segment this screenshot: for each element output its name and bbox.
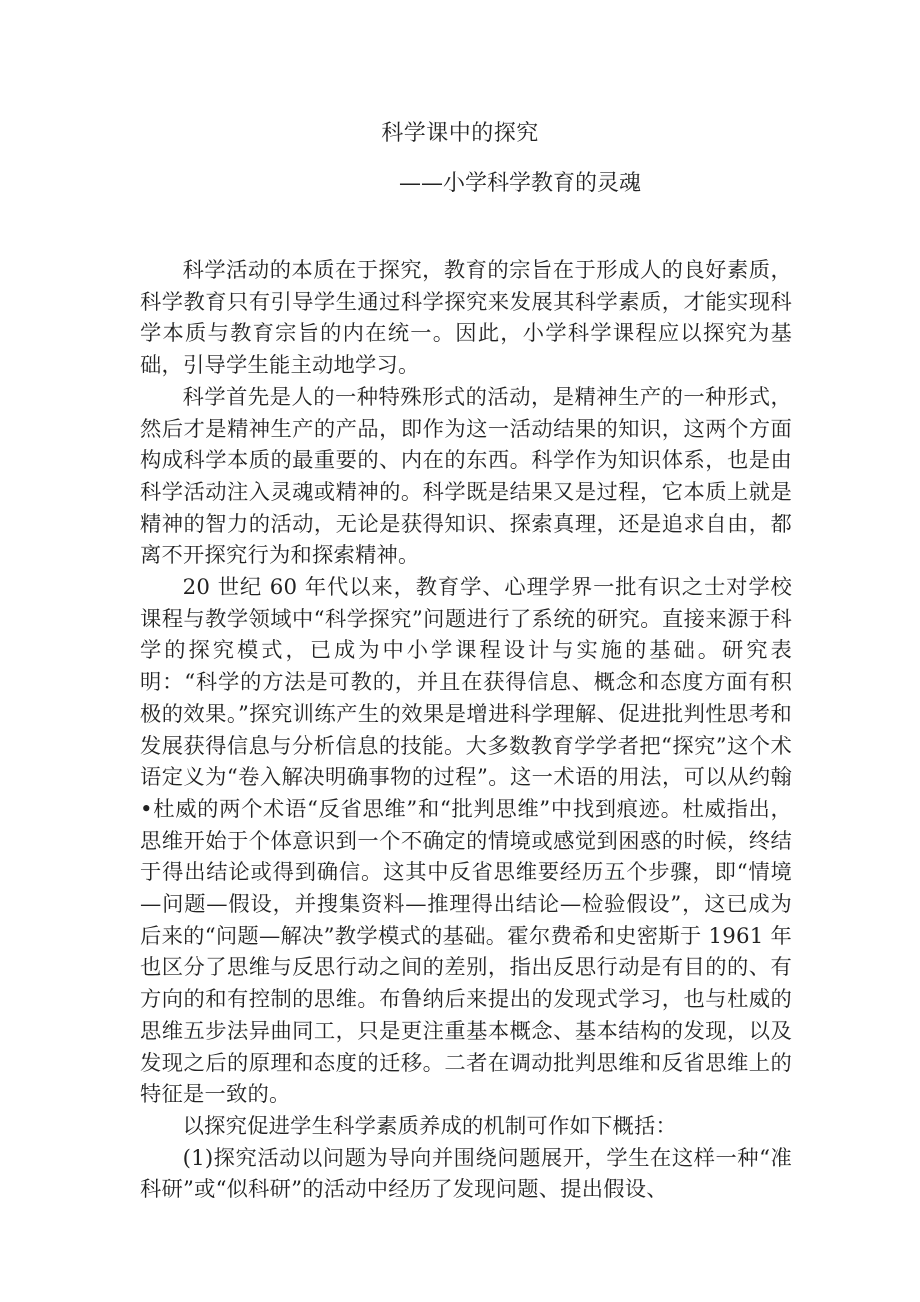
paragraph: 科学活动的本质在于探究，教育的宗旨在于形成人的良好素质，科学教育只有引导学生通过科学探究来发展其科学素质，才能实现科学本质与教育宗旨的内在统一。因此，小学科学课程应以探究为基础，引导学生能主动地学习。 bbox=[140, 258, 792, 379]
document-title: 科学课中的探究 bbox=[381, 121, 539, 146]
paragraph: 科学首先是人的一种特殊形式的活动，是精神生产的一种形式，然后才是精神生产的产品，即作为这一活动结果的知识，这两个方面构成科学本质的最重要的、内在的东西。科学作为知识体系，也是由科学活动注入灵魂或精神的。科学既是结果又是过程，它本质上就是精神的智力的活动，无论是获得知识、探索真理，还是追求自由，都离不开探究行为和探索精神。 bbox=[140, 384, 792, 569]
document-body bbox=[140, 255, 792, 1206]
document-subtitle: ——小学科学教育的灵魂 bbox=[398, 171, 641, 196]
paragraph: (1)探究活动以问题为导向并围绕问题展开，学生在这样一种“准科研”或“似科研”的活动中经历了发现问题、提出假设、 bbox=[140, 1145, 792, 1203]
paragraph: 以探究促进学生科学素质养成的机制可作如下概括： bbox=[182, 1113, 678, 1139]
paragraph: 20 世纪 60 年代以来，教育学、心理学界一批有识之士对学校课程与教学领域中“科学探究”问题进行了系统的研究。直接来源于科学的探究模式，已成为中小学课程设计与实施的基础。研究表明：“科学的方法是可教的，并且在获得信息、概念和态度方面有积极的效果。”探究训练产生的效果是增进科学理解、促进批判性思考和发展获得信息与分析信息的技能。大多数教育学学者把“探究”这个术语定义为“卷入解决明确事物的过程”。这一术语的用法，可以从约翰•杜威的两个术语“反省思维”和“批判思维”中找到痕迹。杜威指出，思维开始于个体意识到一个不确定的情境或感觉到困惑的时候，终结于得出结论或得到确信。这其中反省思维要经历五个步骤，即“情境—问题—假设，并搜集资料—推理得出结论—检验假设”，这已成为后来的“问题—解决”教学模式的基础。霍尔费希和史密斯于 1961 年也区分了思维与反思行动之间的差别，指出反思行动是有目的的、有方向的和有控制的思维。布鲁纳后来提出的发现式学习，也与杜威的思维五步法异曲同工，只是更注重基本概念、基本结构的发现，以及发现之后的原理和态度的迁移。二者在调动批判思维和反省思维上的特征是一致的。 bbox=[140, 575, 792, 1108]
